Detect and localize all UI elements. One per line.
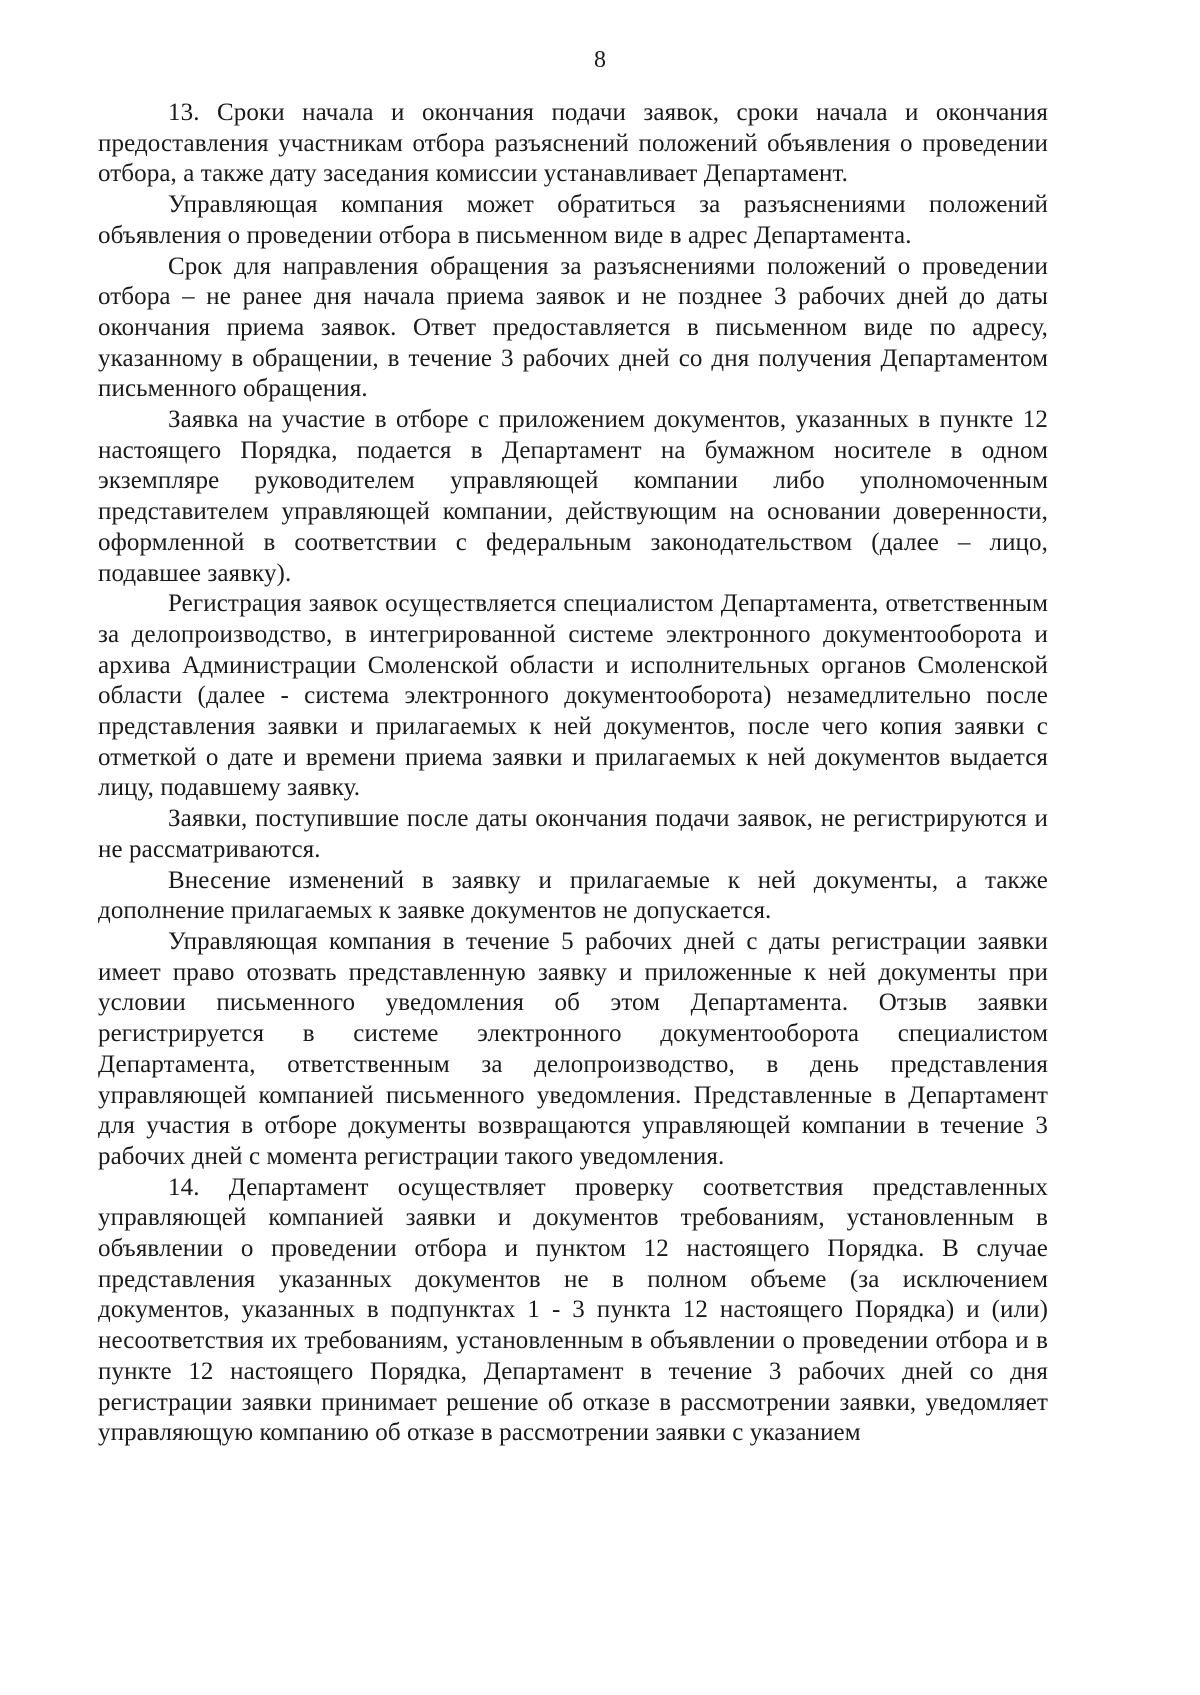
paragraph-application-submission: Заявка на участие в отборе с приложением документов, указанных в пункте 12 настоящего Порядка, подается в Департамент на бумажном носителе в одном экземпляре руководителем управляющей компании либо уполномоченным представителем управляющей компании, действующим на основании доверенности, оформленной в соответствии с федеральным законодательством (далее – лицо, подавшее заявку). <box>98 406 1048 587</box>
paragraph-clarification-deadline: Срок для направления обращения за разъяснениями положений о проведении отбора – не ранее дня начала приема заявок и не позднее 3 рабочих дней до даты окончания приема заявок. Ответ предоставляется в письменном виде по адресу, указанному в обращении, в течение 3 рабочих дней со дня получения Департаментом письменного обращения. <box>98 252 1048 403</box>
paragraph-clarification-request: Управляющая компания может обратиться за разъяснениями положений объявления о проведении отбора в письменном виде в адрес Департамента. <box>98 191 1048 249</box>
document-body <box>98 98 1048 1449</box>
paragraph-late-applications: Заявки, поступившие после даты окончания подачи заявок, не регистрируются и не рассматриваются. <box>98 805 1048 863</box>
paragraph-14-verification: 14. Департамент осуществляет проверку соответствия представленных управляющей компанией заявки и документов требованиям, установленным в объявлении о проведении отбора и пунктом 12 настоящего Порядка. В случае представления указанных документов не в полном объеме (за исключением документов, указанных в подпунктах 1 - 3 пункта 12 настоящего Порядка) и (или) несоответствия их требованиям, установленным в объявлении о проведении отбора и в пункте 12 настоящего Порядка, Департамент в течение 3 рабочих дней со дня регистрации заявки принимает решение об отказе в рассмотрении заявки, уведомляет управляющую компанию об отказе в рассмотрении заявки с указанием <box>98 1173 1048 1447</box>
paragraph-13-deadlines: 13. Сроки начала и окончания подачи заявок, сроки начала и окончания предоставления участникам отбора разъяснений положений объявления о проведении отбора, а также дату заседания комиссии устанавливает Департамент. <box>98 99 1048 188</box>
paragraph-application-withdrawal: Управляющая компания в течение 5 рабочих дней с даты регистрации заявки имеет право отозвать представленную заявку и приложенные к ней документы при условии письменного уведомления об этом Департамента. Отзыв заявки регистрируется в системе электронного документооборота специалистом Департамента, ответственным за делопроизводство, в день представления управляющей компанией письменного уведомления. Представленные в Департамент для участия в отборе документы возвращаются управляющей компании в течение 3 рабочих дней с момента регистрации такого уведомления. <box>98 927 1048 1170</box>
paragraph-no-changes: Внесение изменений в заявку и прилагаемые к ней документы, а также дополнение прилагаемых к заявке документов не допускается. <box>98 866 1048 925</box>
page-number: 8 <box>594 47 606 73</box>
paragraph-application-registration: Регистрация заявок осуществляется специалистом Департамента, ответственным за делопроизводство, в интегрированной системе электронного документооборота и архива Администрации Смоленской области и исполнительных органов Смоленской области (далее - система электронного документооборота) незамедлительно после представления заявки и прилагаемых к ней документов, после чего копия заявки с отметкой о дате и времени приема заявки и прилагаемых к ней документов выдается лицу, подавшему заявку. <box>98 590 1048 802</box>
